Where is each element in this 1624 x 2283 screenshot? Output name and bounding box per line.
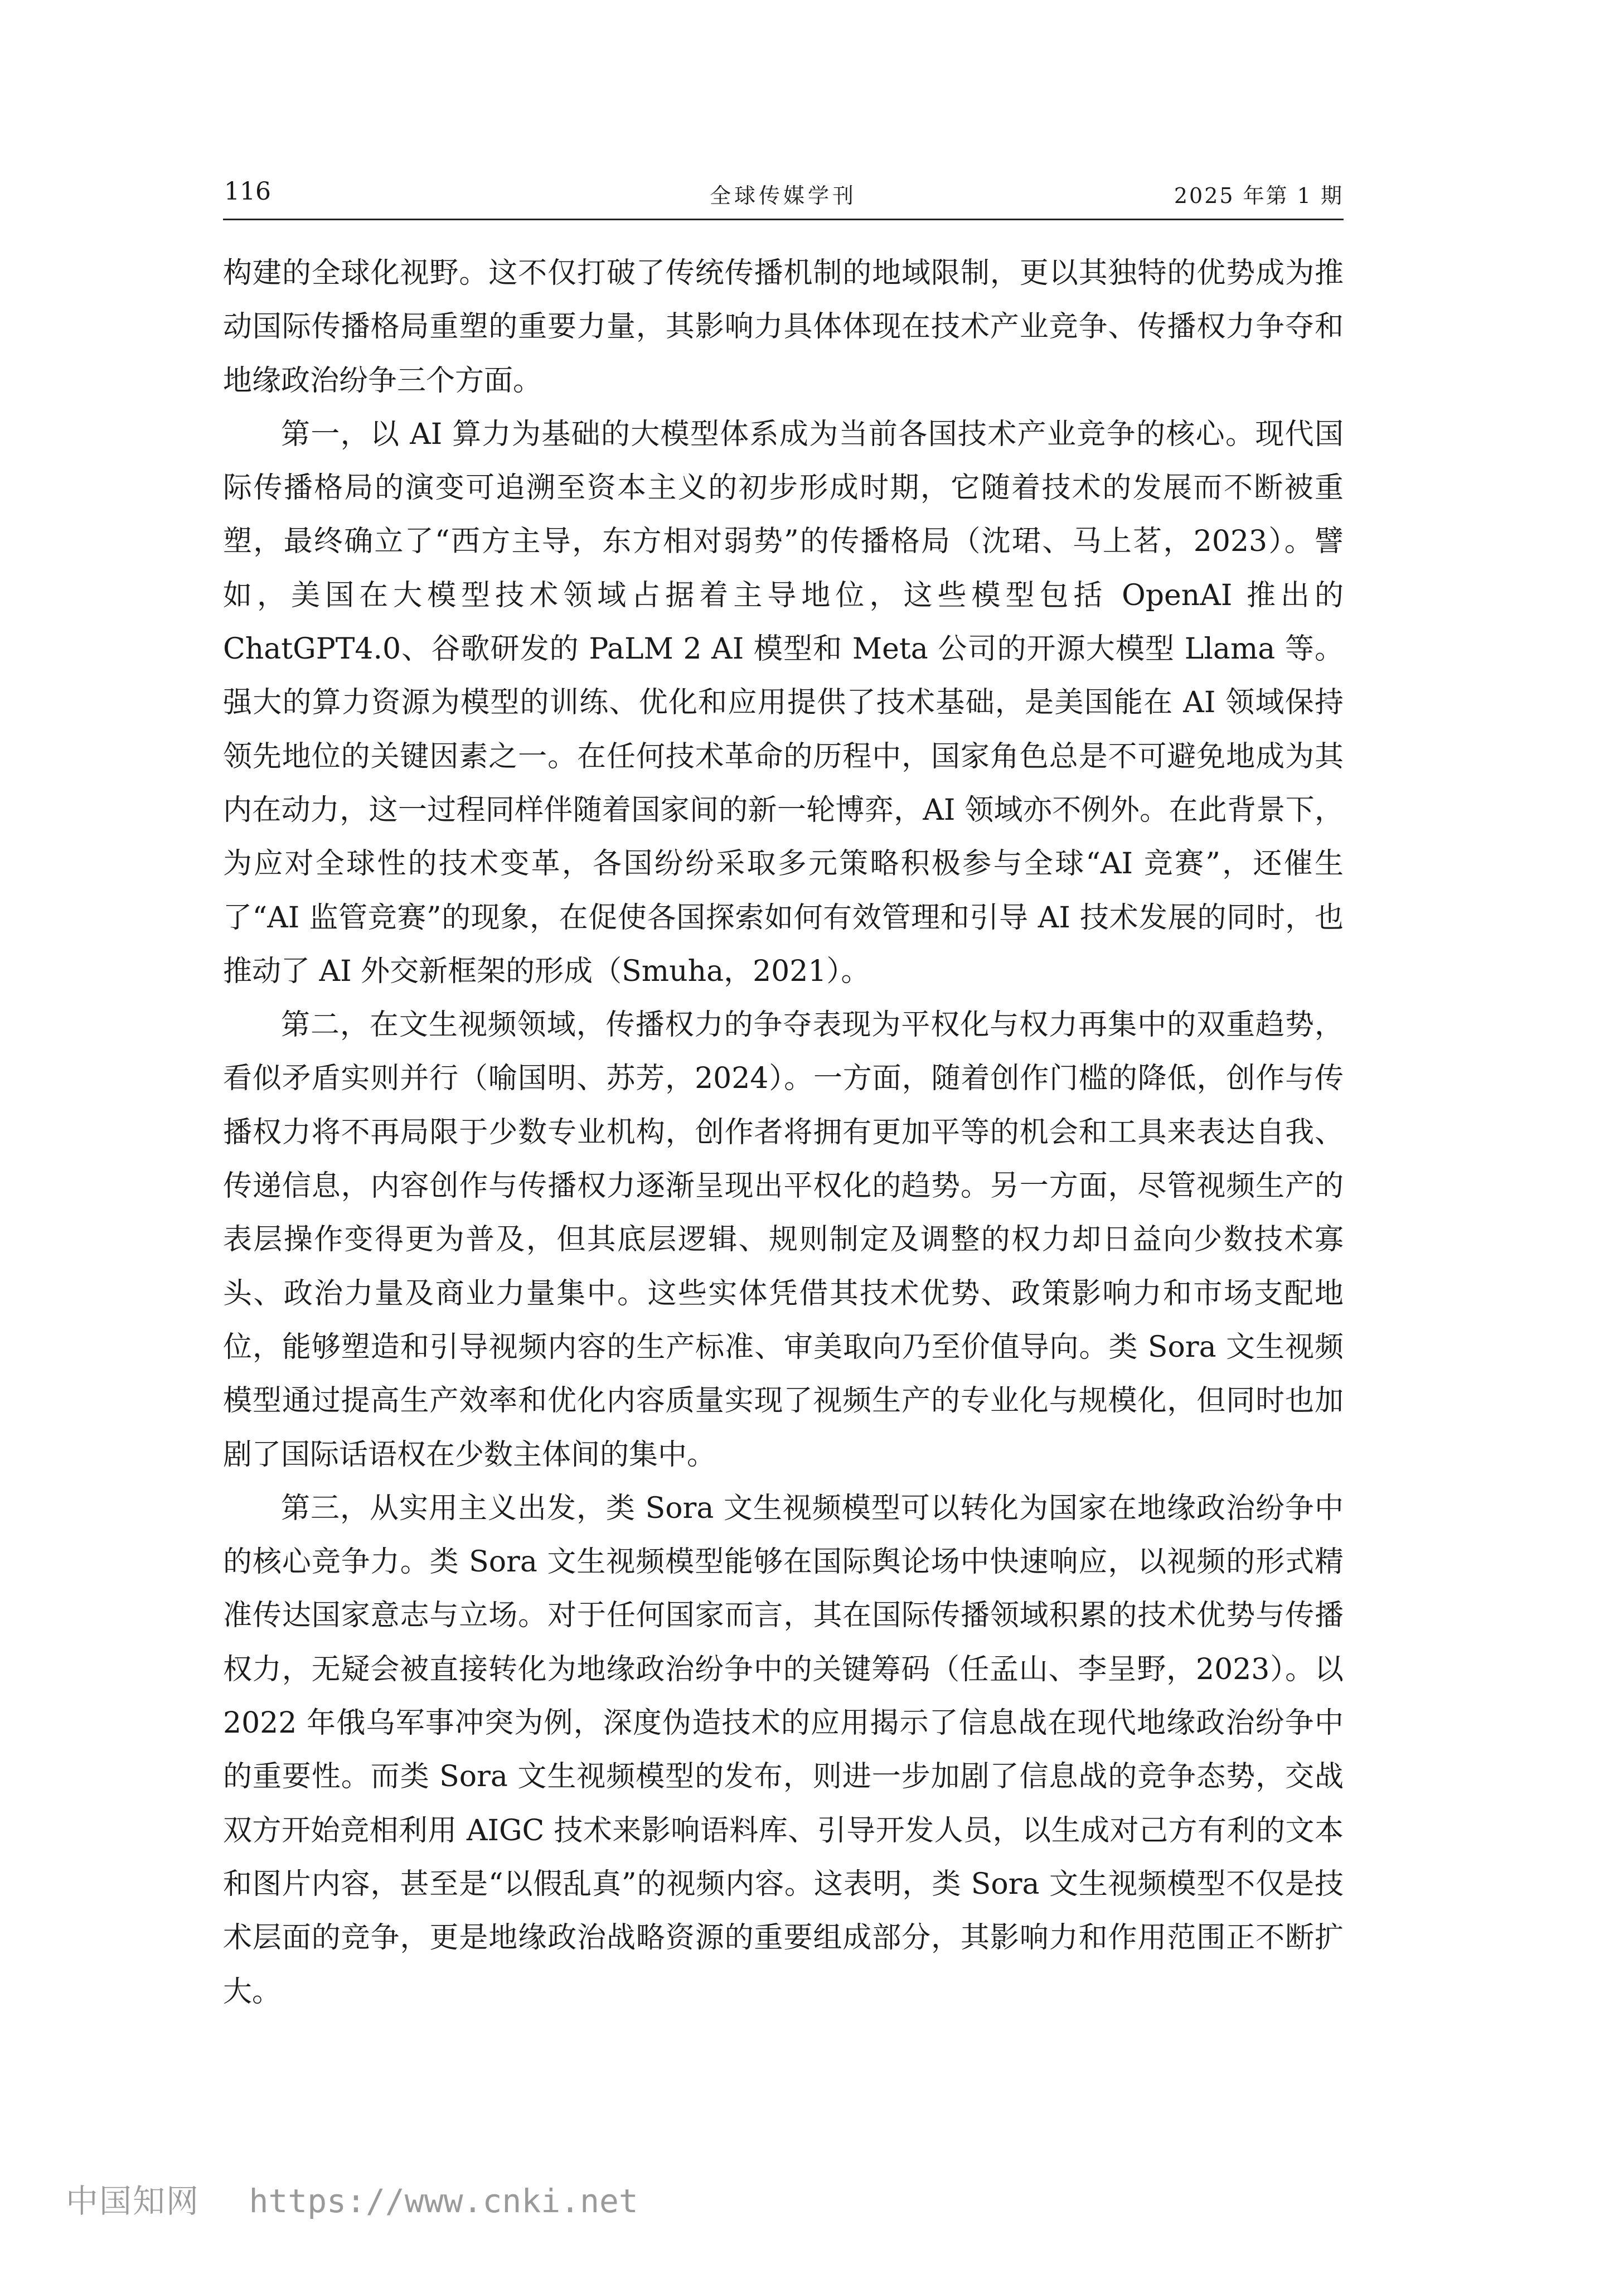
article-body xyxy=(223,246,1344,2019)
journal-title: 全球传媒学刊 xyxy=(709,183,857,208)
paragraph-continued: 构建的全球化视野。这不仅打破了传统传播机制的地域限制，更以其独特的优势成为推动国际传播格局重塑的重要力量，其影响力具体体现在技术产业竞争、传播权力争夺和地缘政治纷争三个方面。 xyxy=(223,257,1344,398)
paragraph-first-point: 第一，以 AI 算力为基础的大模型体系成为当前各国技术产业竞争的核心。现代国际传播格局的演变可追溯至资本主义的初步形成时期，它随着技术的发展而不断被重塑，最终确立了“西方主导，东方相对弱势”的传播格局（沈珺、马上茗，2023）。譬如，美国在大模型技术领域占据着主导地位，这些模型包括 OpenAI 推出的 ChatGPT4.0、谷歌研发的 PaLM 2 AI 模型和 Meta 公司的开源大模型 Llama 等。强大的算力资源为模型的训练、优化和应用提供了技术基础，是美国能在 AI 领域保持领先地位的关键因素之一。在任何技术革命的历程中，国家角色总是不可避免地成为其内在动力，这一过程同样伴随着国家间的新一轮博弈，AI 领域亦不例外。在此背景下，为应对全球性的技术变革，各国纷纷采取多元策略积极参与全球“AI 竞赛”，还催生了“AI 监管竞赛”的现象，在促使各国探索如何有效管理和引导 AI 技术发展的同时，也推动了 AI 外交新框架的形成（Smuha，2021）。 xyxy=(223,417,1344,988)
page-number: 116 xyxy=(224,177,271,206)
paragraph-third-point: 第三，从实用主义出发，类 Sora 文生视频模型可以转化为国家在地缘政治纷争中的核心竞争力。类 Sora 文生视频模型能够在国际舆论场中快速响应，以视频的形式精准传达国家意志与立场。对于任何国家而言，其在国际传播领域积累的技术优势与传播权力，无疑会被直接转化为地缘政治纷争中的关键筹码（任孟山、李呈野，2023）。以 2022 年俄乌军事冲突为例，深度伪造技术的应用揭示了信息战在现代地缘政治纷争中的重要性。而类 Sora 文生视频模型的发布，则进一步加剧了信息战的竞争态势，交战双方开始竞相利用 AIGC 技术来影响语料库、引导开发人员，以生成对己方有利的文本和图片内容，甚至是“以假乱真”的视频内容。这表明，类 Sora 文生视频模型不仅是技术层面的竞争，更是地缘政治战略资源的重要组成部分，其影响力和作用范围正不断扩大。 xyxy=(223,1491,1344,2009)
cnki-logo-text: 中国知网 xyxy=(66,2182,200,2220)
cnki-watermark xyxy=(66,2175,638,2222)
cnki-url: https://www.cnki.net xyxy=(249,2182,638,2220)
header-divider xyxy=(223,219,1344,220)
paragraph-second-point: 第二，在文生视频领域，传播权力的争夺表现为平权化与权力再集中的双重趋势，看似矛盾实则并行（喻国明、苏芳，2024）。一方面，随着创作门槛的降低，创作与传播权力将不再局限于少数专业机构，创作者将拥有更加平等的机会和工具来表达自我、传递信息，内容创作与传播权力逐渐呈现出平权化的趋势。另一方面，尽管视频生产的表层操作变得更为普及，但其底层逻辑、规则制定及调整的权力却日益向少数技术寡头、政治力量及商业力量集中。这些实体凭借其技术优势、政策影响力和市场支配地位，能够塑造和引导视频内容的生产标准、审美取向乃至价值导向。类 Sora 文生视频模型通过提高生产效率和优化内容质量实现了视频生产的专业化与规模化，但同时也加剧了国际话语权在少数主体间的集中。 xyxy=(223,1008,1344,1472)
running-header xyxy=(223,177,1344,212)
issue-label: 2025 年第 1 期 xyxy=(1174,183,1344,208)
